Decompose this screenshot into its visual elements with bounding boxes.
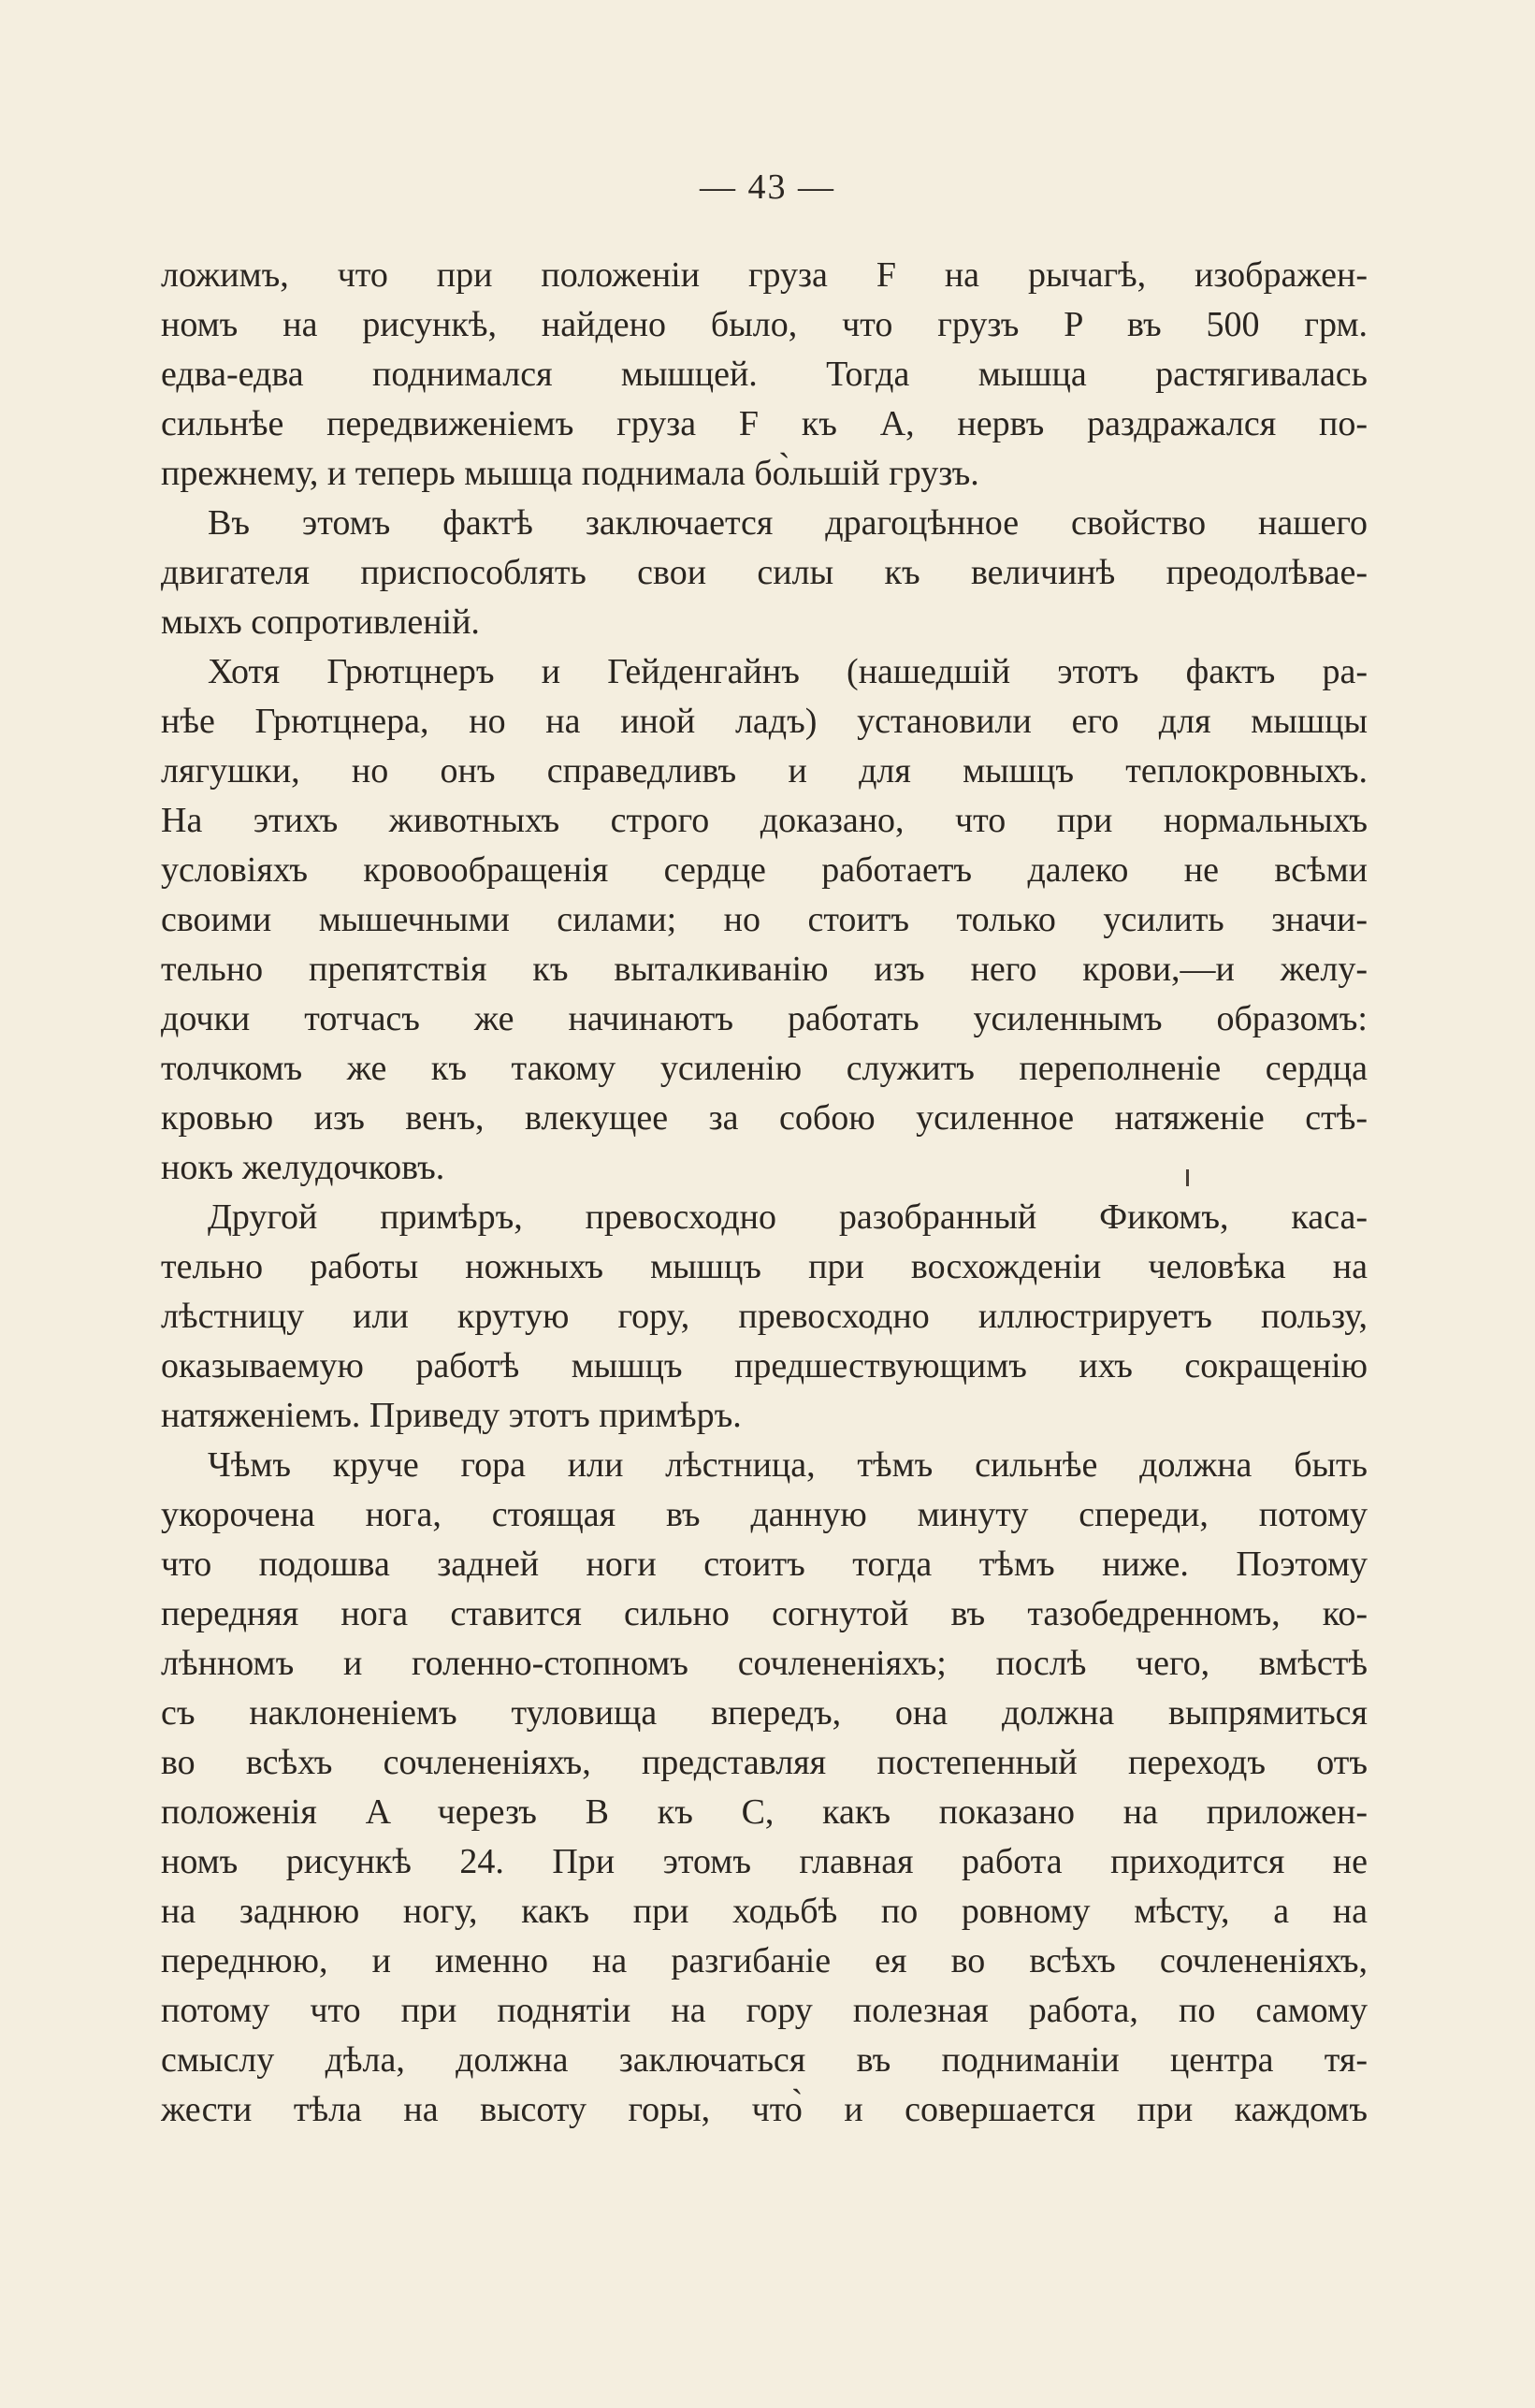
- text-line: сильнѣе передвиженіемъ груза F къ A, нервъ раздражался по-: [161, 404, 1368, 443]
- text-line: натяженіемъ. Приведу этотъ примѣръ.: [161, 1396, 742, 1435]
- text-line: номъ рисункѣ 24. При этомъ главная работа приходится не: [161, 1842, 1368, 1881]
- text-line: на заднюю ногу, какъ при ходьбѣ по ровному мѣсту, а на: [161, 1892, 1368, 1931]
- text-line: жести тѣла на высоту горы, что̀ и совершается при каждомъ: [161, 2090, 1368, 2129]
- page-number: — 43 —: [700, 167, 835, 207]
- print-mark: [1186, 1169, 1189, 1186]
- text-line: На этихъ животныхъ строго доказано, что при нормальныхъ: [161, 801, 1368, 840]
- text-line: своими мышечными силами; но стоитъ только усилить значи-: [161, 900, 1368, 939]
- text-line: условіяхъ кровообращенія сердце работаетъ далеко не всѣми: [161, 850, 1368, 890]
- text-line: нокъ желудочковъ.: [161, 1148, 445, 1187]
- text-line: переднюю, и именно на разгибаніе ея во всѣхъ сочлененіяхъ,: [161, 1941, 1368, 1980]
- body-text: [161, 251, 1368, 2135]
- text-line: толчкомъ же къ такому усиленію служитъ переполненіе сердца: [161, 1049, 1368, 1088]
- text-line: лѣнномъ и голенно-стопномъ сочлененіяхъ; послѣ чего, вмѣстѣ: [161, 1644, 1368, 1683]
- text-line: лягушки, но онъ справедливъ и для мышцъ теплокровныхъ.: [161, 751, 1368, 791]
- text-line: мыхъ сопротивленій.: [161, 602, 480, 642]
- text-line: Чѣмъ круче гора или лѣстница, тѣмъ сильнѣе должна быть: [208, 1445, 1368, 1485]
- text-line: во всѣхъ сочлененіяхъ, представляя постепенный переходъ отъ: [161, 1743, 1368, 1782]
- text-line: съ наклоненіемъ туловища впередъ, она должна выпрямиться: [161, 1693, 1368, 1733]
- text-line: Хотя Грютцнеръ и Гейденгайнъ (нашедшій этотъ фактъ ра-: [208, 652, 1368, 691]
- text-line: двигателя приспособлять свои силы къ величинѣ преодолѣвае-: [161, 553, 1368, 592]
- text-line: оказываемую работѣ мышцъ предшествующимъ ихъ сокращенію: [161, 1346, 1368, 1385]
- text-line: положенія A черезъ B къ C, какъ показано на приложен-: [161, 1792, 1368, 1832]
- text-line: кровью изъ венъ, влекущее за собою усиленное натяженіе стѣ-: [161, 1098, 1368, 1138]
- text-line: лѣстницу или крутую гору, превосходно иллюстрируетъ пользу,: [161, 1297, 1368, 1336]
- text-line: нѣе Грютцнера, но на иной ладъ) установили его для мышцы: [161, 702, 1368, 741]
- text-line: едва-едва поднимался мышцей. Тогда мышца растягивалась: [161, 355, 1368, 394]
- text-line: тельно препятствія къ выталкиванію изъ него крови,—и желу-: [161, 950, 1368, 989]
- text-line: ложимъ, что при положеніи груза F на рычагѣ, изображен-: [161, 255, 1368, 295]
- text-line: что подошва задней ноги стоитъ тогда тѣмъ ниже. Поэтому: [161, 1545, 1368, 1584]
- text-line: потому что при поднятіи на гору полезная работа, по самому: [161, 1991, 1368, 2030]
- text-line: смыслу дѣла, должна заключаться въ подниманіи центра тя-: [161, 2040, 1368, 2080]
- text-line: дочки тотчасъ же начинаютъ работать усиленнымъ образомъ:: [161, 999, 1368, 1038]
- text-line: номъ на рисункѣ, найдено было, что грузъ P въ 500 грм.: [161, 305, 1368, 344]
- text-line: укорочена нога, стоящая въ данную минуту спереди, потому: [161, 1495, 1368, 1534]
- text-line: Другой примѣръ, превосходно разобранный Фикомъ, каса-: [208, 1197, 1368, 1237]
- text-line: прежнему, и теперь мышца поднимала бо̀льшій грузъ.: [161, 454, 979, 493]
- text-line: передняя нога ставится сильно согнутой въ тазобедренномъ, ко-: [161, 1594, 1368, 1633]
- text-line: тельно работы ножныхъ мышцъ при восхожденіи человѣка на: [161, 1247, 1368, 1286]
- text-line: Въ этомъ фактѣ заключается драгоцѣнное свойство нашего: [208, 503, 1368, 543]
